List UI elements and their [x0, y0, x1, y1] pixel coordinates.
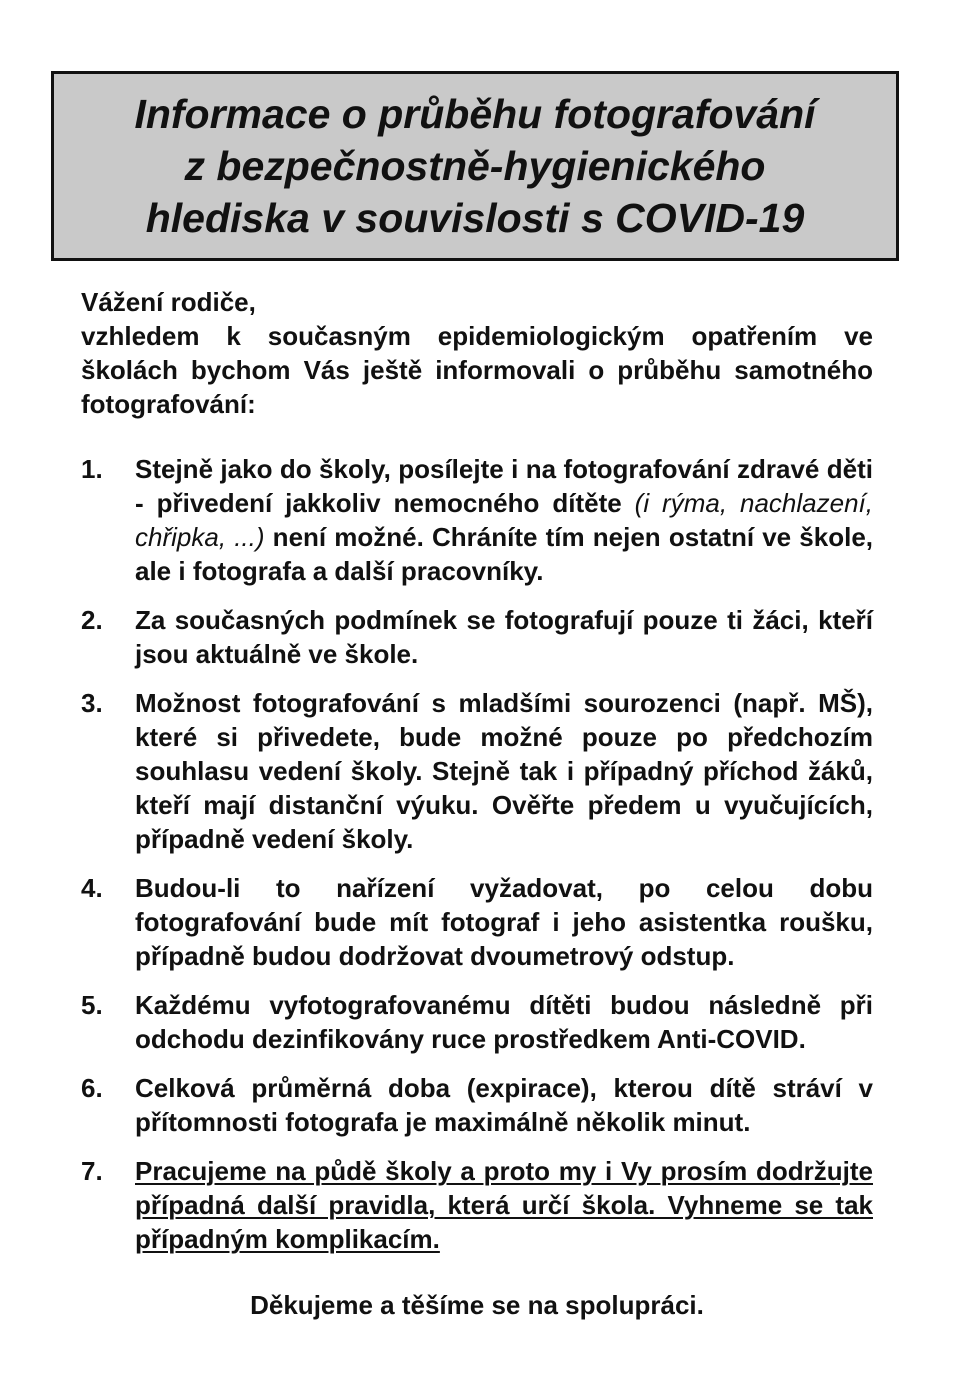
document-title [134, 88, 815, 244]
list-item [81, 871, 873, 973]
item-number: 5. [81, 990, 103, 1020]
list-item [81, 988, 873, 1056]
list-item [81, 1071, 873, 1139]
item-number: 7. [81, 1156, 103, 1186]
item-number: 4. [81, 873, 103, 903]
list-item [81, 603, 873, 671]
item-number: 1. [81, 454, 103, 484]
title-line-2: z bezpečnostně-hygienického [184, 143, 766, 189]
item-text-italic: (i rýma, nachlazení, chřipka, ...) [135, 488, 873, 552]
list-item [81, 1154, 873, 1256]
item-text: Každému vyfotografovanému dítěti budou následně při odchodu dezinfikovány ruce prostředkem Anti-COVID. [135, 990, 873, 1054]
list-item [81, 452, 873, 588]
item-number: 6. [81, 1073, 103, 1103]
greeting: Vážení rodiče, [81, 287, 256, 317]
rules-list [81, 452, 873, 1256]
item-number: 2. [81, 605, 103, 635]
intro [81, 285, 873, 421]
closing-text: Děkujeme a těšíme se na spolupráci. [250, 1290, 704, 1320]
title-line-3: hlediska v souvislosti s COVID-19 [145, 195, 805, 241]
title-line-1: Informace o průběhu fotografování [134, 91, 816, 137]
item-text: Možnost fotografování s mladšími sourozenci (např. MŠ), které si přivedete, bude možné pouze po předchozím souhlasu vedení školy. Stejně tak i případný příchod žáků, kteří mají distanční výuku. Ověřte předem u vyučujících, případně vedení školy. [135, 688, 873, 854]
item-text-part: Stejně jako do školy, posílejte i na fotografování zdravé děti - přivedení jakkoliv nemocného dítěte [135, 454, 873, 518]
title-box [51, 71, 899, 261]
item-text-part: není možné. Chráníte tím nejen ostatní ve škole, ale i fotografa a další pracovníky. [135, 522, 873, 586]
list-item [81, 686, 873, 856]
item-number: 3. [81, 688, 103, 718]
item-text-underlined: Pracujeme na půdě školy a proto my i Vy prosím dodržujte případná další pravidla, která určí škola. Vyhneme se tak případným komplikacím. [135, 1156, 873, 1254]
item-text [135, 452, 873, 588]
item-text: Za současných podmínek se fotografují pouze ti žáci, kteří jsou aktuálně ve škole. [135, 605, 873, 669]
document-body [81, 285, 873, 1271]
item-text: Celková průměrná doba (expirace), kterou dítě stráví v přítomnosti fotografa je maximálně několik minut. [135, 1073, 873, 1137]
intro-text: vzhledem k současným epidemiologickým opatřením ve školách bychom Vás ještě informovali o průběhu samotného fotografování: [81, 321, 873, 419]
item-text: Budou-li to nařízení vyžadovat, po celou dobu fotografování bude mít fotograf i jeho asistentka roušku, případně budou dodržovat dvoumetrový odstup. [135, 873, 873, 971]
